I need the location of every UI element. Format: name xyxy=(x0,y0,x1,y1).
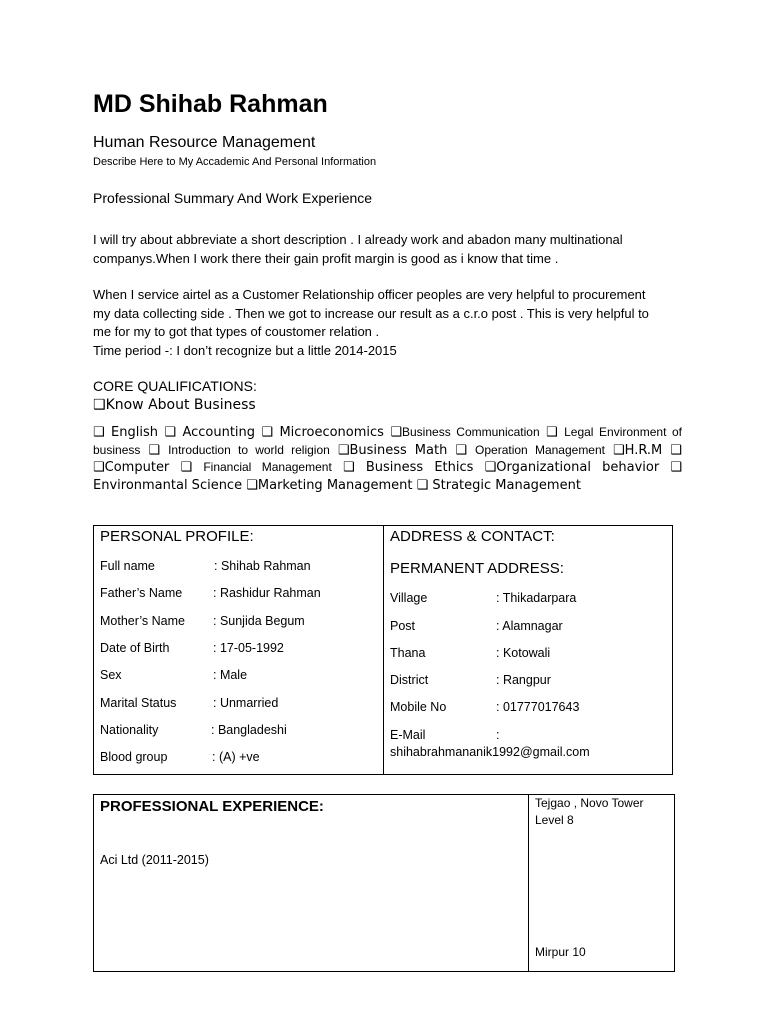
qualification-item: Business Ethics xyxy=(365,460,474,475)
profile-label: Nationality xyxy=(100,723,159,737)
checkbox-bullet-icon: ❑ xyxy=(546,425,558,440)
qualification-item: Accounting xyxy=(182,425,256,440)
experience-location-line: Level 8 xyxy=(535,813,574,827)
profile-row xyxy=(100,668,248,682)
checkbox-bullet-icon: ❑ xyxy=(93,397,106,413)
profile-value: : Bangladeshi xyxy=(211,723,287,737)
email-value: shihabrahmananik1992@gmail.com xyxy=(390,745,590,759)
qualification-item: Strategic Management xyxy=(432,477,581,493)
core-qualifications-heading: CORE QUALIFICATIONS: xyxy=(93,378,257,394)
address-label: Thana xyxy=(390,646,426,660)
address-row xyxy=(390,646,551,660)
profile-row xyxy=(100,696,279,710)
qualification-label: Know About Business xyxy=(105,397,256,413)
address-row xyxy=(390,673,551,687)
checkbox-bullet-icon: ❑ xyxy=(261,425,274,440)
qualification-item: Legal Environment of business xyxy=(93,425,682,457)
profile-value: : Unmarried xyxy=(213,696,279,710)
profile-row xyxy=(100,641,284,655)
profile-row xyxy=(100,723,287,737)
profile-row xyxy=(100,559,311,573)
address-row xyxy=(390,619,563,633)
summary-line: Time period -: I don’t recognize but a little 2014-2015 xyxy=(93,342,397,358)
checkbox-bullet-icon: ❑ xyxy=(148,442,161,458)
profile-label: Blood group xyxy=(100,750,168,764)
address-label: Post xyxy=(390,619,416,633)
profile-table xyxy=(93,525,673,775)
candidate-name: MD Shihab Rahman xyxy=(93,90,328,118)
checkbox-bullet-icon: ❑ xyxy=(164,425,177,440)
profile-row xyxy=(100,586,321,600)
qualification-item: Computer xyxy=(104,460,170,475)
profile-row xyxy=(100,614,305,628)
checkbox-bullet-icon: ❑ xyxy=(246,477,258,493)
experience-entry: Aci Ltd (2011-2015) xyxy=(100,853,209,867)
profile-value: : Male xyxy=(213,668,248,682)
qualification-item: Microeconomics xyxy=(279,425,384,440)
qualification-item: Business Communication xyxy=(402,425,540,439)
qualification-item: Environmantal Science xyxy=(93,477,243,493)
tagline: Describe Here to My Accademic And Personal Information xyxy=(93,156,377,168)
qualification-item: Operation Management xyxy=(475,442,605,457)
summary-line: I will try about abbreviate a short description . I already work and abadon many multinational xyxy=(93,232,623,247)
qualification-first xyxy=(93,397,256,413)
qualification-item: Introduction to world religion xyxy=(168,442,330,457)
address-value: : Thikadarpara xyxy=(496,591,577,605)
qualification-item: Organizational behavior xyxy=(496,460,660,475)
profile-value: : Rashidur Rahman xyxy=(213,586,321,600)
address-value: : Alamnagar xyxy=(496,619,563,633)
email-label: E-Mail xyxy=(390,728,426,742)
profile-label: Marital Status xyxy=(100,696,177,710)
profile-label: Father’s Name xyxy=(100,586,183,600)
qualification-item: Financial Management xyxy=(203,460,332,474)
email-row xyxy=(390,728,500,742)
qualification-item: Marketing Management xyxy=(257,477,413,493)
table-divider xyxy=(383,526,384,774)
checkbox-bullet-icon: ❑ xyxy=(180,460,193,475)
summary-paragraph-2 xyxy=(93,286,693,360)
checkbox-bullet-icon: ❑ xyxy=(455,442,468,458)
checkbox-bullet-icon: ❑ xyxy=(613,442,625,458)
qualification-item: H.R.M xyxy=(624,442,663,458)
checkbox-bullet-icon: ❑ xyxy=(93,425,105,440)
profile-label: Full name xyxy=(100,559,155,573)
checkbox-bullet-icon: ❑ xyxy=(416,477,429,493)
summary-line: When I service airtel as a Customer Relationship officer peoples are very helpful to procurement xyxy=(93,287,646,302)
checkbox-bullet-icon: ❑ xyxy=(484,460,497,475)
profile-value: : (A) +ve xyxy=(212,750,260,764)
address-contact-heading: ADDRESS & CONTACT: xyxy=(390,528,555,545)
experience-location-line: Mirpur 10 xyxy=(535,945,586,959)
profile-label: Sex xyxy=(100,668,122,682)
experience-location-line: Tejgao , Novo Tower xyxy=(535,796,644,810)
experience-heading: PROFESSIONAL EXPERIENCE: xyxy=(100,798,324,815)
summary-paragraph-1 xyxy=(93,231,693,268)
profile-row xyxy=(100,750,260,764)
profile-label: Date of Birth xyxy=(100,641,170,655)
summary-line: my data collecting side . Then we got to increase our result as a c.r.o post . This is very helpful to xyxy=(93,305,649,321)
address-value: : Kotowali xyxy=(496,646,551,660)
address-value: : 01777017643 xyxy=(496,700,580,714)
checkbox-bullet-icon: ❑ xyxy=(670,460,683,475)
checkbox-bullet-icon: ❑ xyxy=(93,460,105,475)
address-row xyxy=(390,591,577,605)
summary-line: companys.When I work there their gain profit margin is good as i know that time . xyxy=(93,250,559,266)
candidate-role: Human Resource Management xyxy=(93,134,316,151)
profile-label: Mother’s Name xyxy=(100,614,185,628)
qualifications-list xyxy=(93,424,682,494)
table-divider xyxy=(528,795,529,971)
address-label: Village xyxy=(390,591,428,605)
checkbox-bullet-icon: ❑ xyxy=(390,425,402,440)
qualification-item: Business Math xyxy=(349,442,448,458)
checkbox-bullet-icon: ❑ xyxy=(342,460,355,475)
profile-value: : Sunjida Begum xyxy=(213,614,305,628)
permanent-address-heading: PERMANENT ADDRESS: xyxy=(390,560,564,577)
address-row xyxy=(390,700,580,714)
qualification-item: English xyxy=(111,425,158,440)
profile-value: : Shihab Rahman xyxy=(214,559,311,573)
checkbox-bullet-icon: ❑ xyxy=(337,442,350,458)
personal-profile-heading: PERSONAL PROFILE: xyxy=(100,528,254,545)
summary-heading: Professional Summary And Work Experience xyxy=(93,190,373,206)
experience-table xyxy=(93,794,675,972)
profile-value: : 17-05-1992 xyxy=(213,641,284,655)
address-label: District xyxy=(390,673,429,687)
checkbox-bullet-icon: ❑ xyxy=(670,442,682,458)
address-label: Mobile No xyxy=(390,700,447,714)
email-colon: : xyxy=(496,728,500,742)
address-value: : Rangpur xyxy=(496,673,551,687)
summary-line: me for my to got that types of coustomer relation . xyxy=(93,324,380,339)
